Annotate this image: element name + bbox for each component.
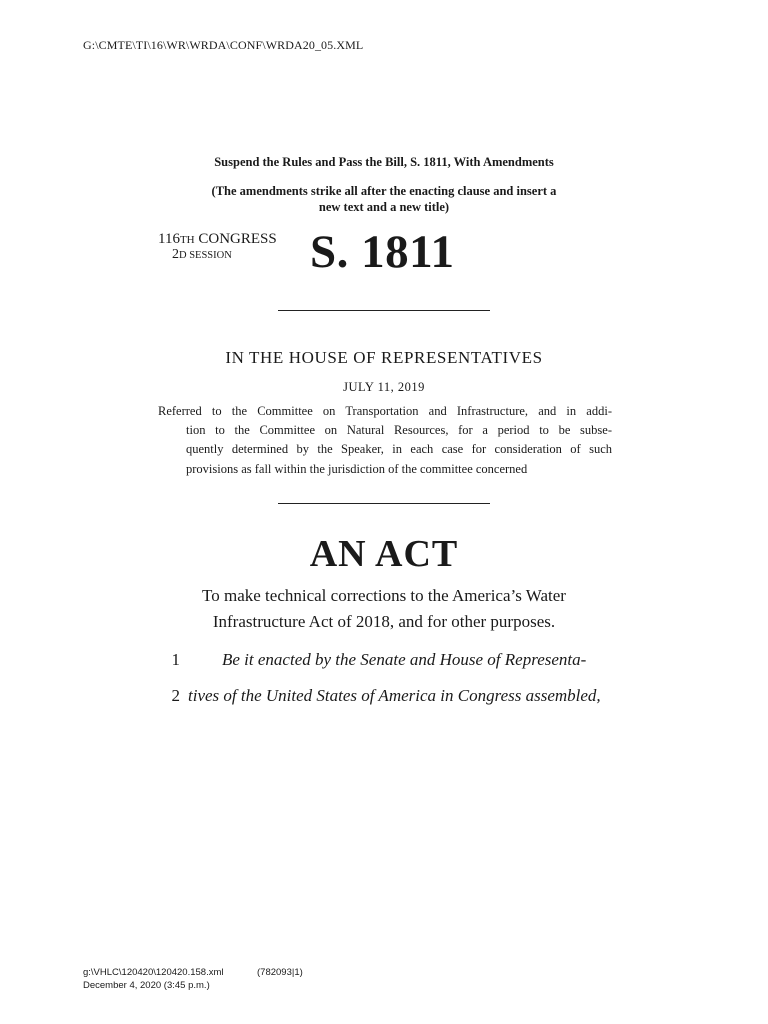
referral-line: Referred to the Committee on Transportation and Infrastructure, and in addi- bbox=[158, 404, 612, 418]
divider-rule-bottom bbox=[278, 503, 490, 504]
purpose-line-1: To make technical corrections to the America’s Water bbox=[202, 586, 566, 605]
congress-number-suffix: TH bbox=[179, 234, 195, 246]
referral-line: tion to the Committee on Natural Resources, for a period to be subse- bbox=[186, 423, 612, 438]
line-number: 2 bbox=[171, 686, 180, 705]
act-title: AN ACT bbox=[309, 533, 459, 575]
line-number: 1 bbox=[171, 650, 180, 669]
footer-timestamp: December 4, 2020 (3:45 p.m.) bbox=[83, 980, 210, 991]
enacting-clause-line-2: tives of the United States of America in Congress assembled, bbox=[188, 686, 601, 705]
divider-rule-top bbox=[278, 310, 490, 311]
referral-line: quently determined by the Speaker, in each case for consideration of such bbox=[186, 442, 612, 457]
purpose-line-2: Infrastructure Act of 2018, and for other purposes. bbox=[212, 612, 556, 631]
instruction-heading: Suspend the Rules and Pass the Bill, S. 1811, With Amendments bbox=[214, 155, 554, 169]
session-number-suffix: D bbox=[179, 250, 187, 261]
session-word: SESSION bbox=[186, 250, 232, 261]
congress-number: 116 bbox=[158, 231, 180, 247]
session-number: 2 bbox=[172, 247, 179, 262]
file-path-header: G:\CMTE\TI\16\WR\WRDA\CONF\WRDA20_05.XML bbox=[83, 38, 364, 52]
instruction-note-line-1: (The amendments strike all after the enacting clause and insert a bbox=[211, 184, 557, 198]
action-date: JULY 11, 2019 bbox=[343, 380, 425, 394]
chamber-heading: IN THE HOUSE OF REPRESENTATIVES bbox=[225, 348, 543, 367]
instruction-note-line-2: new text and a new title) bbox=[318, 200, 450, 214]
footer-path: g:\VHLC\120420\120420.158.xml bbox=[83, 967, 224, 978]
congress-label bbox=[158, 231, 277, 248]
footer-file-info bbox=[83, 967, 303, 978]
footer-doc-id: (782093|1) bbox=[257, 967, 303, 978]
referral-paragraph bbox=[158, 402, 612, 479]
enacting-clause-line-1: Be it enacted by the Senate and House of Representa- bbox=[222, 650, 587, 669]
referral-line: provisions as fall within the jurisdiction of the committee concerned bbox=[186, 461, 528, 476]
congress-word: CONGRESS bbox=[194, 231, 277, 247]
session-label bbox=[172, 247, 232, 263]
purpose-statement bbox=[0, 583, 768, 635]
bill-number: S. 1811 bbox=[310, 226, 455, 278]
instruction-note bbox=[0, 183, 768, 215]
